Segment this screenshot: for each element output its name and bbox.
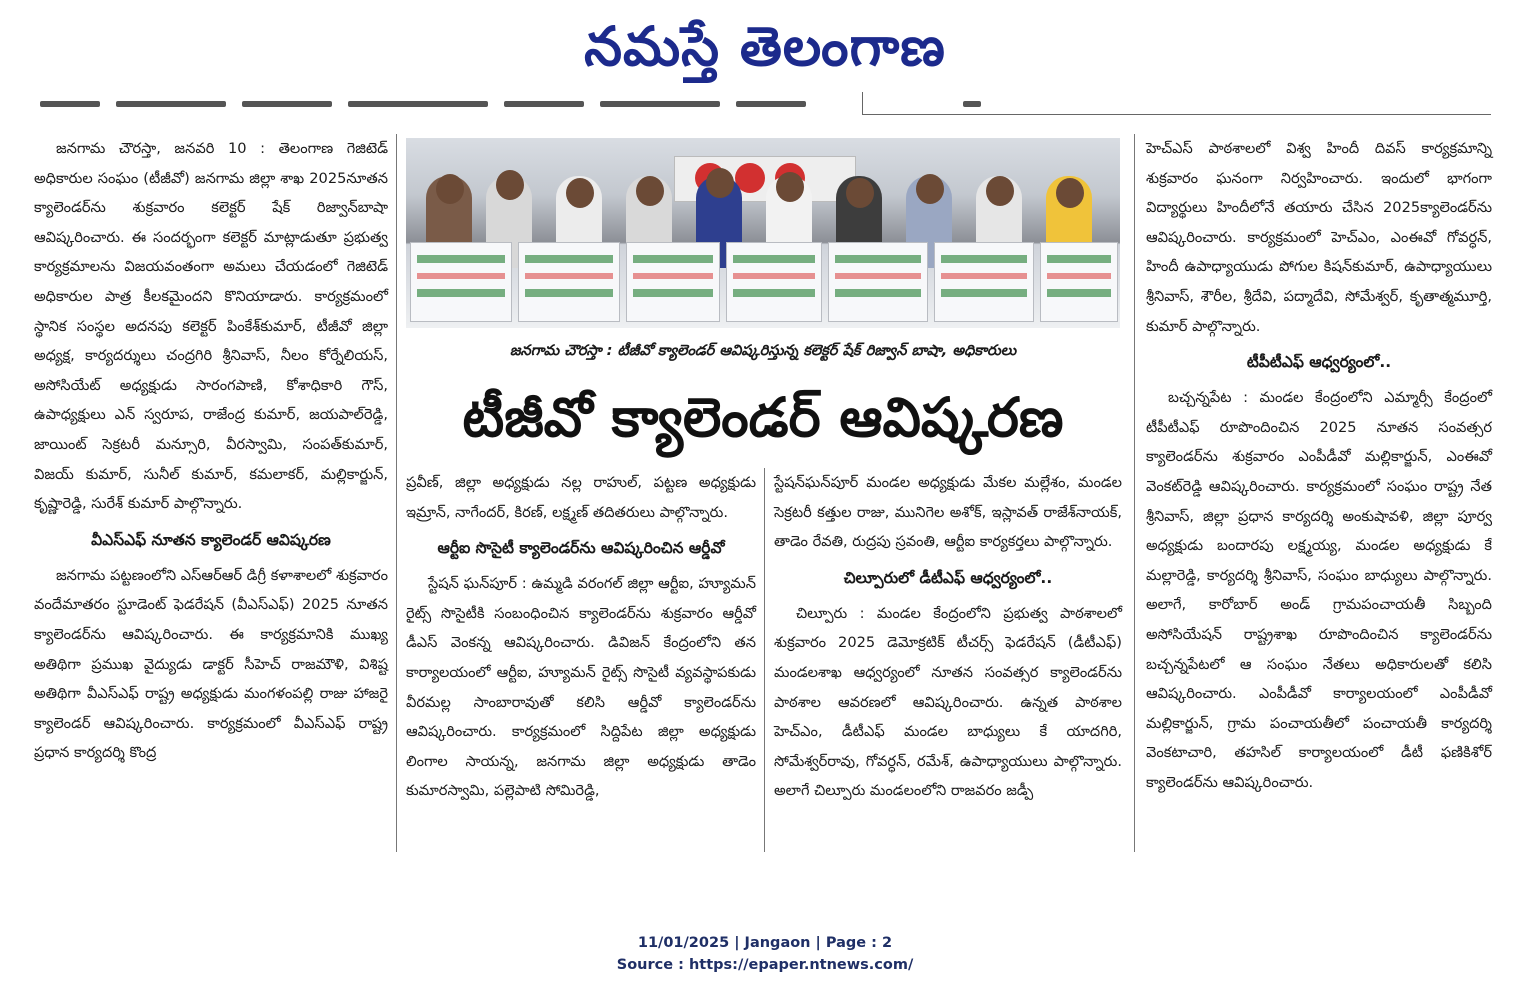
edition-info: 11/01/2025 | Jangaon | Page : 2 [637, 935, 893, 951]
article-paragraph: హెచ్ఎస్ పాఠశాలలో విశ్వ హిందీ దివస్ కార్యక్రమాన్ని శుక్రవారం ఘనంగా నిర్వహించారు. ఇందులో భాగంగా విద్యార్థులు హిందీలోనే తయారు చేసిన 2025క్యాలెండర్‌ను ఆవిష్కరించారు. కార్యక్రమంలో హెచ్ఎం, ఎంఈవో గోవర్ధన్, హిందీ ఉపాధ్యాయుడు పోగుల కిషన్‌కుమార్, ఉపాధ్యాయులు శ్రీనివాస్, శౌరీల, శ్రీదేవి, పద్మాదేవి, సోమేశ్వర్, కృతాత్మమూర్తి, కుమార్ పాల్గొన్నారు. [1146, 140, 1492, 335]
page-footer [0, 932, 1530, 976]
section-subheading: వీఎస్ఎఫ్ నూతన క్యాలెండర్ ఆవిష్కరణ [91, 530, 331, 549]
article-headline: టీజీవో క్యాలెండర్ ఆవిష్కరణ [462, 386, 1064, 449]
section-subheading: ఆర్టీఐ సొసైటీ క్యాలెండర్‌ను ఆవిష్కరించిన ఆర్డీవో [437, 539, 725, 558]
article-paragraph: జనగామ చౌరస్తా, జనవరి 10 : తెలంగాణ గెజిటెడ్ అధికారుల సంఘం (టీజీవో) జనగామ జిల్లా శాఖ 2025నూతన క్యాలెండర్‌ను శుక్రవారం కలెక్టర్ షేక్ రిజ్వాన్‌బాషా ఆవిష్కరించారు. ఈ సందర్భంగా కలెక్టర్ మాట్లాడుతూ ప్రభుత్వ కార్యక్రమాలను విజయవంతంగా అమలు చేయడంలో గెజిటెడ్ అధికారుల పాత్ర కీలకమైందని కొనియాడారు. కార్యక్రమంలో స్థానిక సంస్థల అదనపు కలెక్టర్ పింకేశ్‌కుమార్, టీజీవో జిల్లా అధ్యక్ష, కార్యదర్శులు చంద్రగిరి శ్రీనివాస్, నీలం కోర్నేలియస్, అసోసియేట్ అధ్యక్షుడు సారంగపాణి, కోశాధికారి గౌస్, ఉపాధ్యక్షులు ఎన్ స్వరూప, రాజేంద్ర కుమార్, జయపాల్‌రెడ్డి, జాయింట్ సెక్రటరీ మన్సూరి, వీరస్వామి, సంపత్‌కుమార్, విజయ్ కుమార్, సునీల్ కుమార్, కమలాకర్, మల్లికార్జున్, కృష్ణారెడ్డి, సురేశ్ కుమార్ పాల్గొన్నారు. [34, 140, 388, 513]
section-subheading: చిల్పూరులో డీటీఎఫ్ ఆధ్వర్యంలో.. [843, 568, 1053, 587]
article-paragraph: స్టేషన్ ఘన్‌పూర్ : ఉమ్మడి వరంగల్ జిల్లా ఆర్టీఐ, హ్యూమన్ రైట్స్ సొసైటీకి సంబంధించిన క్యాలెండర్‌ను శుక్రవారం ఆర్డీవో డీఎస్ వెంకన్న ఆవిష్కరించారు. డివిజన్ కేంద్రంలోని తన కార్యాలయంలో ఆర్టీఐ, హ్యూమన్ రైట్స్ సొసైటీ వ్యవస్థాపకుడు వీరమల్ల సాంబారావుతో కలిసి ఆర్డీవో క్యాలెండర్‌ను ఆవిష్కరించారు. కార్యక్రమంలో సిద్దిపేట జిల్లా అధ్యక్షుడు లింగాల సాయన్న, జనగామ జిల్లా అధ్యక్షుడు తాడెం కుమారస్వామి, పల్లెపాటి సోమిరెడ్డి, [406, 575, 756, 800]
group-photo-icon [406, 138, 1120, 328]
photo-caption: జనగామ చౌరస్తా : టీజీవో క్యాలెండర్ ఆవిష్కరిస్తున్న కలెక్టర్ షేక్ రిజ్వాన్ బాషా, అధికారులు [509, 342, 1017, 359]
article-paragraph: జనగామ పట్టణంలోని ఎస్ఆర్ఆర్ డిగ్రీ కళాశాలలో శుక్రవారం వందేమాతరం స్టూడెంట్ ఫెడరేషన్ (వీఎస్ఎఫ్) 2025 నూతన క్యాలెండర్‌ను ఆవిష్కరించారు. ఈ కార్యక్రమానికి ముఖ్య అతిథిగా ప్రముఖ వైద్యుడు డాక్టర్ సీహెచ్ రాజమౌళి, విశిష్ట అతిథిగా వీఎస్ఎఫ్ రాష్ట్ర అధ్యక్షుడు మంగళంపల్లి రాజు హాజరై క్యాలెండర్ ఆవిష్కరించారు. కార్యక్రమంలో వీఎస్ఎఫ్ రాష్ట్ర ప్రధాన కార్యదర్శి కొంద్ర [34, 566, 388, 762]
section-subheading: టీపీటీఎఫ్ ఆధ్వర్యంలో.. [1246, 353, 1392, 372]
column-divider [1134, 134, 1135, 852]
article-paragraph: ప్రవీణ్, జిల్లా అధ్యక్షుడు నల్ల రాహుల్, పట్టణ అధ్యక్షుడు ఇమ్రాన్, నాగేందర్, కిరణ్, లక్ష్మణ్ తదితరులు పాల్గొన్నారు. [406, 474, 756, 521]
article-paragraph: స్టేషన్‌ఘన్‌పూర్ మండల అధ్యక్షుడు మేకల మల్లేశం, మండల సెక్రటరీ కత్తుల రాజు, మునిగెల అశోక్, ఇస్లావత్ రాజేశ్‌నాయక్, తాడెం రేవతి, రుద్రపు స్రవంతి, ఆర్టీఐ కార్యకర్తలు పాల్గొన్నారు. [774, 474, 1122, 551]
article-column-1 [34, 134, 388, 768]
column-divider [396, 134, 397, 852]
masthead [0, 8, 1530, 86]
newspaper-logo: నమస్తే తెలంగాణ [584, 15, 946, 78]
article-column-3 [774, 468, 1122, 806]
cut-text-strip-right [862, 92, 1491, 115]
article-column-2 [406, 468, 756, 806]
column-divider [764, 468, 765, 852]
article-paragraph: చిల్పూరు : మండల కేంద్రంలోని ప్రభుత్వ పాఠశాలలో శుక్రవారం 2025 డెమోక్రటిక్ టీచర్స్ ఫెడరేషన్ (డీటీఎఫ్) మండలశాఖ ఆధ్వర్యంలో నూతన సంవత్సర క్యాలెండర్‌ను పాఠశాల ఆవరణలో ఆవిష్కరించారు. ఉన్నత పాఠశాల హెచ్ఎం, డీటీఎఫ్ మండల బాధ్యులు కే యాదగిరి, సోమేశ్వర్‌రావు, గోవర్ధన్, రమేశ్, ఉపాధ్యాయులు పాల్గొన్నారు. అలాగే చిల్పూరు మండలంలోని రాజవరం జడ్పీ [774, 604, 1122, 800]
cut-text-strip-left [34, 92, 854, 114]
source-link[interactable]: Source : https://epaper.ntnews.com/ [616, 957, 914, 973]
article-paragraph: బచ్చన్నపేట : మండల కేంద్రంలోని ఎమ్మార్సీ కేంద్రంలో టీపీటీఎఫ్ రూపొందించిన 2025 నూతన సంవత్సర క్యాలెండర్‌ను శుక్రవారం ఎంపీడీవో మల్లికార్జున్, ఎంఈవో వెంకట్‌రెడ్డి ఆవిష్కరించారు. కార్యక్రమంలో సంఘం రాష్ట్ర నేత శ్రీనివాస్, జిల్లా ప్రధాన కార్యదర్శి అంకుషావళి, జిల్లా పూర్వ అధ్యక్షుడు బందారపు లక్ష్మయ్య, మండల అధ్యక్షుడు కే మల్లారెడ్డి, కార్యదర్శి శ్రీనివాస్, సంఘం బాధ్యులు పాల్గొన్నారు. అలాగే, కారోబార్ అండ్ గ్రామపంచాయతీ సిబ్బంది అసోసియేషన్ రాష్ట్రశాఖ రూపొందించిన క్యాలెండర్‌ను బచ్చన్నపేటలో ఆ సంఘం నేతలు అధికారులతో కలిసి ఆవిష్కరించారు. ఎంపీడీవో కార్యాలయంలో ఎంపీడీవో మల్లికార్జున్, గ్రామ పంచాయతీలో పంచాయతీ కార్యదర్శి వెంకటాచారి, తహసిల్ కార్యాలయంలో డీటీ ఫణికిశోర్ క్యాలెండర్‌ను ఆవిష్కరించారు. [1146, 389, 1492, 791]
article-column-4 [1146, 134, 1492, 797]
